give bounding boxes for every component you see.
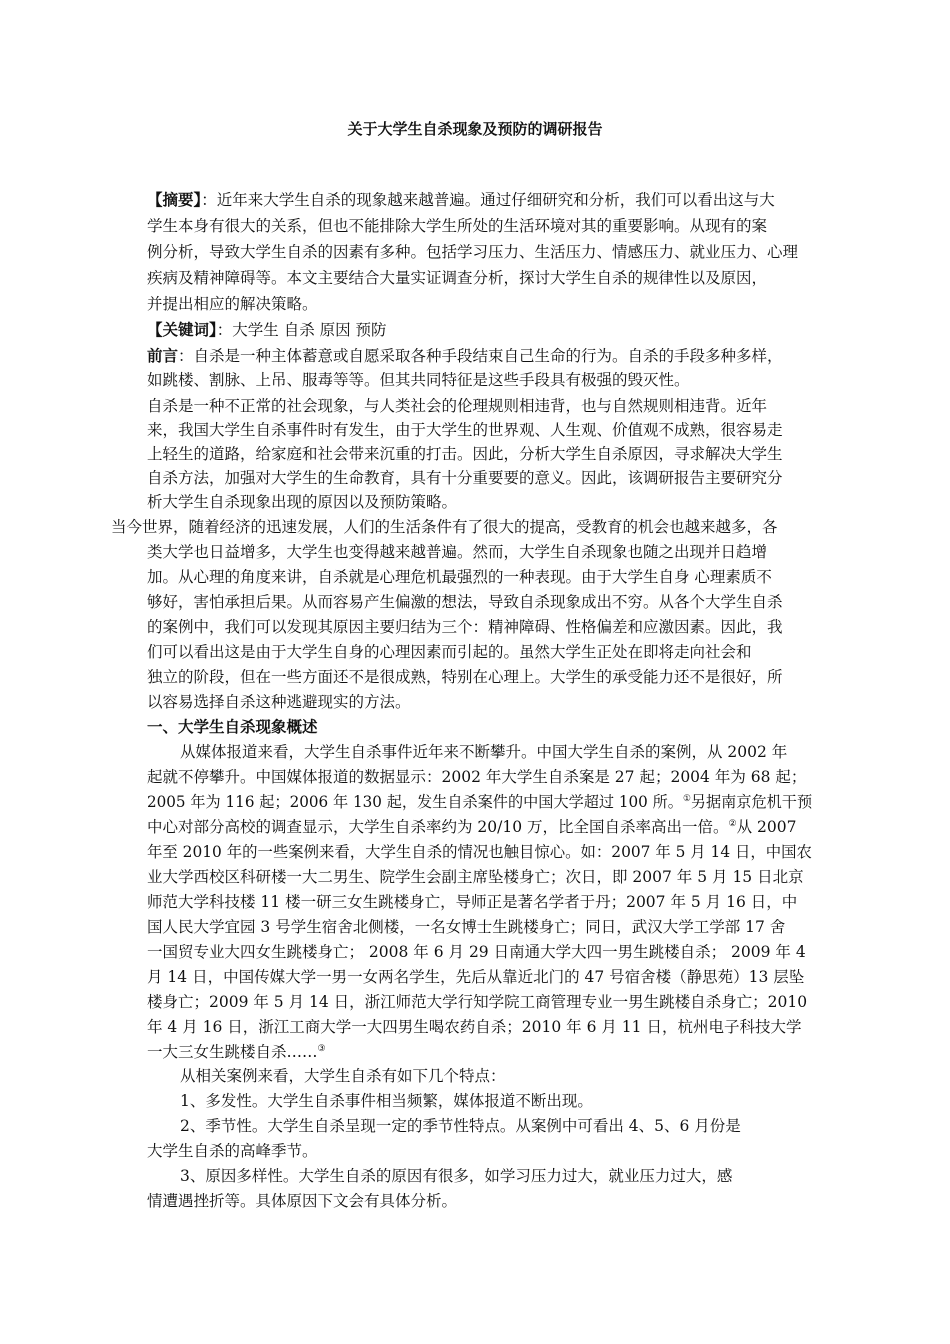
abstract-line: 并提出相应的解决策略。 [147, 295, 318, 313]
list-item-continuation: 大学生自杀的高峰季节。 [147, 1142, 318, 1160]
paragraph-line: 自杀是一种不正常的社会现象，与人类社会的伦理规则相违背，也与自然规则相违背。近年 [147, 397, 768, 415]
list-item: 2、季节性。大学生自杀呈现一定的季节性特点。从案例中可看出 4、5、6 月份是 [180, 1117, 741, 1135]
keywords-line: 【关键词】：大学生 自杀 原因 预防 [147, 321, 387, 339]
report-title: 关于大学生自杀现象及预防的调研报告 [347, 120, 603, 138]
paragraph-line: 一国贸专业大四女生跳楼身亡； 2008 年 6 月 29 日南通大学大四一男生跳楼自杀； 2009 年 4 [147, 943, 806, 961]
paragraph-line: 从媒体报道来看，大学生自杀事件近年来不断攀升。中国大学生自杀的案例，从 2002 年 [180, 743, 788, 761]
paragraph-line: 当今世界，随着经济的迅速发展，人们的生活条件有了很大的提高，受教育的机会也越来越多，各 [111, 518, 778, 536]
list-item: 1、多发性。大学生自杀事件相当频繁，媒体报道不断出现。 [180, 1092, 593, 1110]
paragraph-line: 师范大学科技楼 11 楼一研三女生跳楼身亡，导师正是著名学者于丹；2007 年 5 月 16 日，中 [147, 893, 798, 911]
preface-line: 如跳楼、割脉、上吊、服毒等等。但其共同特征是这些手段具有极强的毁灭性。 [147, 371, 690, 389]
paragraph-line: 楼身亡；2009 年 5 月 14 日，浙江师范大学行知学院工商管理专业一男生跳楼自杀身亡；2010 [147, 993, 808, 1011]
paragraph-line: 国人民大学宜园 3 号学生宿舍北侧楼，一名女博士生跳楼身亡；同日，武汉大学工学部 17 舍 [147, 918, 786, 936]
paragraph-line: 析大学生自杀现象出现的原因以及预防策略。 [147, 493, 458, 511]
paragraph-line: 中心对部分高校的调查显示，大学生自杀率约为 20/10 万，比全国自杀率高出一倍。②从 2007 [147, 818, 797, 836]
paragraph-line: 业大学西校区科研楼一大二男生、院学生会副主席坠楼身亡；次日，即 2007 年 5 月 15 日北京 [147, 868, 804, 886]
paragraph-line: 加。从心理的角度来讲，自杀就是心理危机最强烈的一种表现。由于大学生自身 心理素质不 [147, 568, 772, 586]
list-item: 3、原因多样性。大学生自杀的原因有很多，如学习压力过大，就业压力过大，感 [180, 1167, 733, 1185]
paragraph-line: 独立的阶段，但在一些方面还不是很成熟，特别在心理上。大学生的承受能力还不是很好，所 [147, 668, 783, 686]
paragraph-line: 2005 年为 116 起；2006 年 130 起，发生自杀案件的中国大学超过 100 所。①另据南京危机干预 [147, 793, 813, 811]
footnote-ref: ③ [317, 1043, 326, 1054]
paragraph-line: 年至 2010 年的一些案例来看，大学生自杀的情况也触目惊心。如：2007 年 5 月 14 日，中国农 [147, 843, 812, 861]
abstract-line: 【摘要】：近年来大学生自杀的现象越来越普遍。通过仔细研究和分析，我们可以看出这与大 [147, 191, 775, 209]
section-heading: 一、大学生自杀现象概述 [147, 718, 318, 736]
paragraph-line: 以容易选择自杀这种逃避现实的方法。 [147, 693, 411, 711]
paragraph-line: 年 4 月 16 日，浙江工商大学一大四男生喝农药自杀；2010 年 6 月 11 日，杭州电子科技大学 [147, 1018, 802, 1036]
abstract-line: 例分析，导致大学生自杀的因素有多种。包括学习压力、生活压力、情感压力、就业压力、心理 [147, 243, 799, 261]
preface-line: 前言：自杀是一种主体蓄意或自愿采取各种手段结束自己生命的行为。自杀的手段多种多样， [147, 347, 783, 365]
paragraph-line: 一大三女生跳楼自杀……③ [147, 1043, 326, 1061]
footnote-ref: ① [682, 793, 691, 804]
paragraph-line: 从相关案例来看，大学生自杀有如下几个特点： [180, 1067, 506, 1085]
preface-label: 前言 [147, 347, 179, 365]
paragraph-line: 够好，害怕承担后果。从而容易产生偏激的想法，导致自杀现象成出不穷。从各个大学生自杀 [147, 593, 783, 611]
keywords-label: 【关键词】 [147, 321, 217, 339]
paragraph-line: 月 14 日，中国传媒大学一男一女两名学生，先后从靠近北门的 47 号宿舍楼（静思苑）13 层坠 [147, 968, 805, 986]
footnote-ref: ② [728, 818, 737, 829]
paragraph-line: 们可以看出这是由于大学生自身的心理因素而引起的。虽然大学生正处在即将走向社会和 [147, 643, 752, 661]
paragraph-line: 起就不停攀升。中国媒体报道的数据显示：2002 年大学生自杀案是 27 起；2004 年为 68 起； [147, 768, 807, 786]
abstract-line: 疾病及精神障碍等。本文主要结合大量实证调查分析，探讨大学生自杀的规律性以及原因， [147, 269, 768, 287]
paragraph-line: 自杀方法，加强对大学生的生命教育，具有十分重要要的意义。因此，该调研报告主要研究分 [147, 469, 783, 487]
paragraph-line: 来，我国大学生自杀事件时有发生，由于大学生的世界观、人生观、价值观不成熟，很容易走 [147, 421, 783, 439]
list-item-continuation: 情遭遇挫折等。具体原因下文会有具体分析。 [147, 1192, 458, 1210]
abstract-line: 学生本身有很大的关系，但也不能排除大学生所处的生活环境对其的重要影响。从现有的案 [147, 217, 768, 235]
paragraph-line: 的案例中，我们可以发现其原因主要归结为三个：精神障碍、性格偏差和应激因素。因此，我 [147, 618, 783, 636]
paragraph-line: 类大学也日益增多，大学生也变得越来越普遍。然而，大学生自杀现象也随之出现并日趋增 [147, 543, 768, 561]
abstract-label: 【摘要】 [147, 191, 202, 209]
paragraph-line: 上轻生的道路，给家庭和社会带来沉重的打击。因此，分析大学生自杀原因，寻求解决大学生 [147, 445, 783, 463]
